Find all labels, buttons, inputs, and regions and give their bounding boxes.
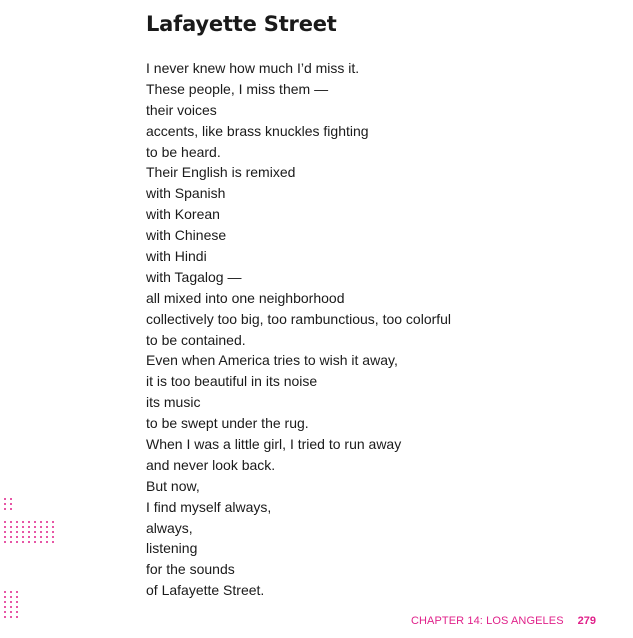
decorative-dot [52,526,54,528]
decorative-dot [34,536,36,538]
poem-line: to be heard. [146,143,221,160]
decorative-dot [4,498,6,500]
decorative-dot [4,616,6,618]
decorative-dot [10,526,12,528]
decorative-dot [28,526,30,528]
poem-line: Even when America tries to wish it away, [146,352,398,369]
decorative-dot [34,521,36,523]
decorative-dot [46,531,48,533]
decorative-dot [16,611,18,613]
decorative-dot [16,606,18,608]
decorative-dot [16,601,18,603]
poem-line: with Chinese [146,227,227,244]
decorative-dot [4,606,6,608]
decorative-dot [22,536,24,538]
decorative-dot [4,508,6,510]
decorative-dot [40,521,42,523]
poem-line: to be contained. [146,331,246,348]
decorative-dot-pattern-top [2,496,14,511]
decorative-dot [4,521,6,523]
decorative-dot [16,616,18,618]
poem-line: When I was a little girl, I tried to run away [146,436,402,453]
decorative-dot [28,536,30,538]
decorative-dot [16,591,18,593]
poem-line: their voices [146,101,217,118]
decorative-dot [46,526,48,528]
decorative-dot [34,541,36,543]
decorative-dot [34,526,36,528]
decorative-dot [4,611,6,613]
decorative-dot [40,536,42,538]
decorative-dot [22,521,24,523]
decorative-dot [16,596,18,598]
decorative-dot [52,541,54,543]
poem-line: with Tagalog — [146,268,242,285]
decorative-dot [4,536,6,538]
decorative-dot [10,591,12,593]
decorative-dot [28,531,30,533]
decorative-dot [10,616,12,618]
decorative-dot [46,536,48,538]
decorative-dot [22,531,24,533]
poem-line: all mixed into one neighborhood [146,289,345,306]
decorative-dot [4,526,6,528]
decorative-dot [10,536,12,538]
poem-line: listening [146,540,198,557]
decorative-dot [28,541,30,543]
poem-line: it is too beautiful in its noise [146,373,318,390]
decorative-dot [28,521,30,523]
decorative-dot [16,531,18,533]
decorative-dot [10,541,12,543]
decorative-dot [4,591,6,593]
decorative-dot [4,541,6,543]
poem-line: to be swept under the rug. [146,415,309,432]
poem-line: collectively too big, too rambunctious, too colorful [146,310,452,327]
decorative-dot [52,531,54,533]
decorative-dot [40,531,42,533]
decorative-dot [46,521,48,523]
decorative-dot [40,541,42,543]
decorative-dot [34,531,36,533]
poem-body [146,58,451,601]
decorative-dot [10,521,12,523]
decorative-dot [4,503,6,505]
decorative-dot [16,536,18,538]
poem-line: and never look back. [146,456,276,473]
decorative-dot [10,498,12,500]
poem-line: These people, I miss them — [146,80,329,97]
decorative-dot [10,611,12,613]
decorative-dot [10,596,12,598]
poem-line: with Korean [146,206,220,223]
decorative-dot [16,521,18,523]
page-footer [411,615,596,627]
decorative-dot [10,531,12,533]
poem-line: accents, like brass knuckles fighting [146,122,369,139]
running-footer-chapter: CHAPTER 14: LOS ANGELES [410,615,564,627]
decorative-dot [4,531,6,533]
poem-line: with Hindi [146,248,207,265]
poem-line: with Spanish [146,185,226,202]
poem-line: its music [146,394,201,411]
decorative-dot [40,526,42,528]
decorative-dot [16,541,18,543]
decorative-dot [10,508,12,510]
decorative-dot-pattern-middle [2,519,56,544]
decorative-dot [10,606,12,608]
poem-line: I find myself always, [146,498,272,515]
decorative-dot [52,521,54,523]
decorative-dot [52,536,54,538]
poem-title: Lafayette Street [146,12,337,36]
poem-line: I never knew how much I’d miss it. [146,60,360,76]
page-number: 279 [577,615,596,627]
poem-line: always, [146,519,193,536]
decorative-dot [22,541,24,543]
poem-line: Their English is remixed [146,164,296,181]
poem-line: But now, [146,477,200,494]
poem-line: of Lafayette Street. [146,582,265,599]
decorative-dot-pattern-bottom [2,589,20,619]
decorative-dot [10,601,12,603]
decorative-dot [16,526,18,528]
decorative-dot [22,526,24,528]
decorative-dot [46,541,48,543]
decorative-dot [4,601,6,603]
decorative-dot [10,503,12,505]
decorative-dot [4,596,6,598]
poem-line: for the sounds [146,561,235,578]
